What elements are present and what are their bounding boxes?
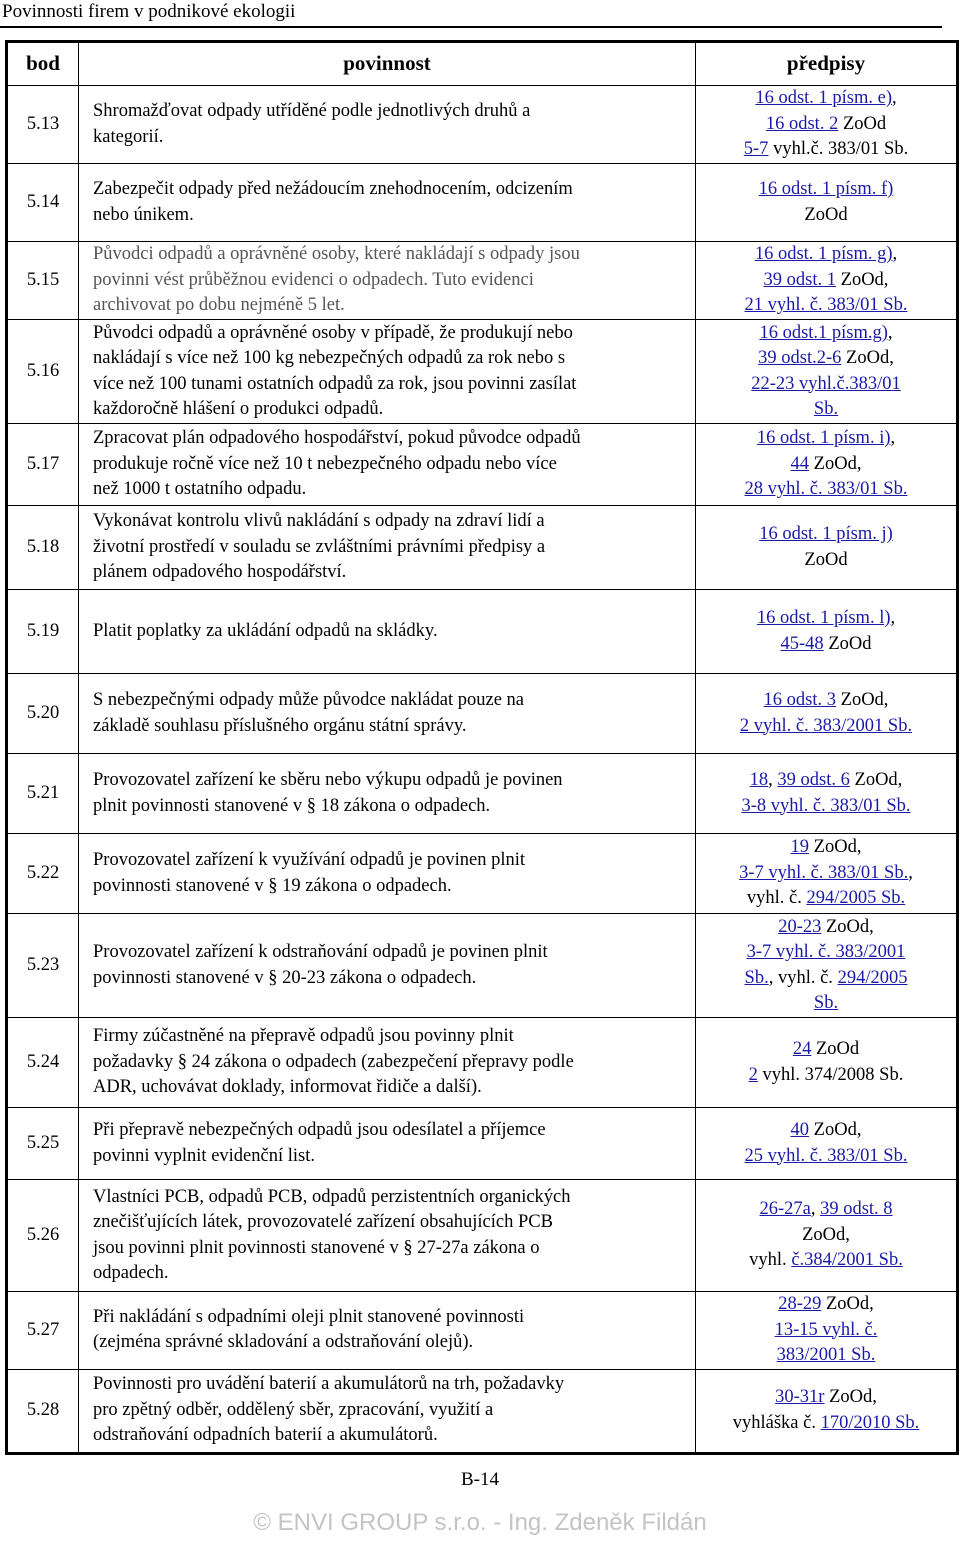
table-row [7, 914, 958, 1018]
duty-text-line: S nebezpečnými odpady může původce nakládat pouze na [93, 690, 524, 710]
regulation-line [696, 1118, 956, 1144]
table-row [7, 424, 958, 506]
regulation-line [696, 112, 956, 138]
regulation-text: ZoOd, [836, 269, 889, 290]
table-body [7, 86, 958, 1454]
duty-text-line: plánem odpadového hospodářství. [93, 562, 347, 583]
column-header-predpisy: předpisy [696, 42, 958, 86]
regulation-line [696, 915, 956, 941]
duty-text-line: odpadech. [93, 1263, 169, 1283]
regulation-text: vyhl. č. [746, 888, 807, 909]
row-number: 5.16 [7, 320, 79, 424]
duty-text [79, 1108, 696, 1180]
table-row [7, 1108, 958, 1180]
regulation-refs [696, 1108, 958, 1180]
duty-text-line: požadavky § 24 zákona o odpadech (zabezpečení přepravy podle [93, 1051, 574, 1072]
regulation-line [696, 477, 956, 503]
regulation-refs [696, 320, 958, 424]
regulation-link[interactable]: 3-8 vyhl. č. 383/01 Sb. [741, 795, 911, 816]
regulation-line [696, 794, 956, 820]
regulation-text: ZoOd [823, 633, 872, 654]
regulation-text: ZoOd, [802, 1224, 850, 1245]
duty-text-line: Shromažďovat odpady utříděné podle jednotlivých druhů a [93, 101, 531, 121]
regulation-link[interactable]: 16 odst. 1 písm. f) [758, 179, 894, 199]
duty-text-line: Povinnosti pro uvádění baterií a akumulátorů na trh, požadavky [93, 1374, 565, 1395]
regulation-line [696, 1144, 956, 1170]
regulation-line [696, 1063, 956, 1089]
regulation-link[interactable]: 294/2005 Sb. [806, 888, 906, 909]
duty-text-line: kategorií. [93, 126, 164, 147]
duty-text [79, 914, 696, 1018]
duty-text-line: než 1000 t ostatního odpadu. [93, 479, 307, 500]
regulation-text: , [892, 244, 898, 265]
regulation-line [696, 293, 956, 319]
duty-text-line: více než 100 tunami ostatních odpadů za rok, jsou povinni zasílat [93, 373, 577, 394]
duty-text [79, 320, 696, 424]
regulation-text: ZoOd, [821, 916, 874, 937]
duty-text-line: Provozovatel zařízení ke sběru nebo výkupu odpadů je povinen [93, 770, 563, 790]
regulation-link[interactable]: 26-27a [759, 1199, 811, 1220]
table-row [7, 674, 958, 754]
regulation-link[interactable]: 39 odst. 8 [820, 1199, 893, 1220]
duty-text [79, 1369, 696, 1453]
regulation-link[interactable]: 3-7 vyhl. č. 383/01 Sb. [739, 862, 909, 883]
duty-text [79, 506, 696, 590]
regulation-link[interactable]: 28-29 [778, 1294, 822, 1314]
regulation-line [696, 632, 956, 658]
regulation-line [696, 940, 956, 966]
duty-text-line: Původci odpadů a oprávněné osoby v případě, že produkují nebo [93, 322, 573, 343]
regulation-link[interactable]: 5-7 [743, 139, 769, 160]
page-number: B-14 [461, 1469, 499, 1490]
regulation-refs [696, 1369, 958, 1453]
duty-text-line: Zabezpečit odpady před nežádoucím znehodnocením, odcizením [93, 179, 573, 199]
table-header-row [7, 42, 958, 86]
row-number: 5.22 [7, 834, 79, 914]
duty-text [79, 754, 696, 834]
regulation-text: ZoOd, [809, 837, 862, 858]
regulation-link[interactable]: 44 [790, 453, 810, 474]
duty-text-line: plnit povinnosti stanovené v § 18 zákona o odpadech. [93, 795, 491, 816]
regulation-line [696, 321, 956, 347]
regulation-text: ZoOd [804, 204, 848, 225]
regulation-text: , [768, 770, 778, 790]
regulation-line [696, 1037, 956, 1063]
regulation-text: ZoOd, [809, 453, 862, 474]
regulation-line [696, 714, 956, 740]
regulation-link[interactable]: 13-15 vyhl. č. [774, 1319, 878, 1340]
duty-text-line: Firmy zúčastněné na přepravě odpadů jsou povinny plnit [93, 1026, 514, 1047]
regulation-link[interactable]: 16 odst.1 písm.g) [759, 322, 888, 343]
duty-text [79, 1018, 696, 1108]
regulation-link[interactable]: 21 vyhl. č. 383/01 Sb. [744, 295, 908, 316]
duty-text-line: Při nakládání s odpadními oleji plnit stanovené povinnosti [93, 1306, 525, 1327]
row-number: 5.19 [7, 590, 79, 674]
table-row [7, 590, 958, 674]
regulation-link[interactable]: 39 odst. 6 [777, 770, 850, 790]
regulation-link[interactable]: č.384/2001 Sb. [791, 1250, 903, 1271]
regulation-refs [696, 914, 958, 1018]
regulation-text: , [892, 88, 897, 109]
regulation-link[interactable]: 19 [790, 837, 810, 858]
regulation-link[interactable]: 16 odst. 1 písm. j) [759, 524, 893, 544]
regulation-refs [696, 424, 958, 506]
regulation-link[interactable]: 28 vyhl. č. 383/01 Sb. [744, 479, 908, 500]
page-header [0, 0, 942, 28]
regulation-text: , [908, 862, 913, 883]
table-row [7, 834, 958, 914]
regulation-text: , [810, 1199, 821, 1220]
duty-text-line: znečišťujících látek, provozovatelé zařízení obsahujících PCB [93, 1212, 553, 1232]
regulation-text: ZoOd [811, 1039, 860, 1059]
regulation-line [696, 991, 956, 1017]
table-row [7, 164, 958, 242]
regulation-link[interactable]: 16 odst. 1 písm. g) [754, 244, 893, 265]
regulation-link[interactable]: 16 odst. 2 [765, 113, 839, 134]
duty-text [79, 1180, 696, 1292]
regulation-line [696, 835, 956, 861]
duty-text-line: Provozovatel zařízení k využívání odpadů je povinen plnit [93, 850, 526, 870]
regulation-text: , vyhl. č. [768, 967, 838, 988]
regulation-line [696, 768, 956, 794]
row-number: 5.20 [7, 674, 79, 754]
table-row [7, 754, 958, 834]
regulation-link[interactable]: Sb. [813, 993, 839, 1013]
duty-text [79, 86, 696, 164]
regulation-line [696, 861, 956, 887]
table-row [7, 1369, 958, 1453]
regulation-link[interactable]: 18 [749, 770, 769, 790]
regulation-link[interactable]: 20-23 [778, 916, 822, 937]
duty-text [79, 590, 696, 674]
regulation-line [696, 346, 956, 372]
regulation-text: ZoOd, [849, 770, 903, 790]
regulation-text: ZoOd [804, 549, 848, 570]
regulation-link[interactable]: Sb. [813, 399, 839, 419]
duty-text-line: každoročně hlášení o produkci odpadů. [93, 399, 384, 419]
regulation-line [696, 1248, 956, 1274]
regulation-line [696, 1385, 956, 1411]
duties-table [5, 40, 959, 1455]
regulation-line [696, 688, 956, 714]
duty-text-line: životní prostředí v souladu se zvláštními právními předpisy a [93, 536, 546, 557]
regulation-line [696, 1343, 956, 1369]
regulation-text: , [890, 608, 896, 628]
regulation-link[interactable]: 16 odst. 1 písm. l) [756, 608, 891, 628]
column-header-bod: bod [7, 42, 79, 86]
duty-text-line: nakládají s více než 100 kg nebezpečných odpadů za rok nebo s [93, 348, 566, 368]
duty-text-line: povinni vést průběžnou evidenci o odpadech. Tuto evidenci [93, 269, 534, 290]
regulation-link[interactable]: 16 odst. 3 [763, 690, 837, 710]
regulation-text: vyhláška č. [732, 1412, 821, 1433]
regulation-line [696, 966, 956, 992]
regulation-line [696, 242, 956, 268]
duty-text [79, 164, 696, 242]
regulation-link[interactable]: 2 vyhl. č. 383/2001 Sb. [739, 715, 913, 736]
document-title: Povinnosti firem v podnikové ekologii [2, 1, 296, 22]
regulation-line [696, 886, 956, 912]
regulation-refs [696, 506, 958, 590]
regulation-line [696, 1292, 956, 1318]
regulation-text: , [890, 428, 896, 449]
regulation-line [696, 372, 956, 398]
regulation-refs [696, 834, 958, 914]
row-number: 5.28 [7, 1369, 79, 1453]
duty-text [79, 424, 696, 506]
duty-text-line: produkuje ročně více než 10 t nebezpečného odpadu nebo více [93, 453, 557, 474]
duty-text-line: jsou povinni plnit povinnosti stanovené v § 27-27a zákona o [93, 1237, 540, 1258]
regulation-line [696, 86, 956, 112]
regulation-line [696, 606, 956, 632]
regulation-text: vyhl. [749, 1250, 792, 1271]
regulation-link[interactable]: 294/2005 [837, 967, 908, 988]
table-row [7, 1018, 958, 1108]
column-header-povinnost: povinnost [79, 42, 696, 86]
duty-text-line: Při přepravě nebezpečných odpadů jsou odesílatel a příjemce [93, 1120, 546, 1140]
regulation-link[interactable]: 383/2001 Sb. [776, 1345, 876, 1365]
duty-text-line: (zejména správné skladování a odstraňování olejů). [93, 1332, 474, 1353]
row-number: 5.26 [7, 1180, 79, 1292]
regulation-link[interactable]: 16 odst. 1 písm. i) [756, 428, 891, 449]
regulation-line [696, 426, 956, 452]
regulation-refs [696, 1180, 958, 1292]
row-number: 5.13 [7, 86, 79, 164]
row-number: 5.24 [7, 1018, 79, 1108]
regulation-refs [696, 754, 958, 834]
regulation-link[interactable]: Sb. [744, 967, 769, 988]
regulation-text: ZoOd, [824, 1387, 877, 1407]
table-row [7, 242, 958, 320]
row-number: 5.27 [7, 1292, 79, 1370]
duty-text-line: povinni vyplnit evidenční list. [93, 1145, 315, 1166]
regulation-line [696, 1411, 956, 1437]
regulation-link[interactable]: 24 [792, 1039, 812, 1059]
duty-text-line: Platit poplatky za ukládání odpadů na skládky. [93, 620, 438, 641]
regulation-text: ZoOd [838, 113, 887, 134]
regulation-text: , [887, 322, 893, 343]
regulation-refs [696, 164, 958, 242]
duty-text-line: Vlastníci PCB, odpadů PCB, odpadů perzistentních organických [93, 1186, 571, 1207]
table-row [7, 1180, 958, 1292]
regulation-text: ZoOd, [821, 1294, 874, 1314]
regulation-line [696, 137, 956, 163]
regulation-line [696, 203, 956, 229]
regulation-line [696, 522, 956, 548]
duty-text-line: nebo únikem. [93, 204, 194, 225]
regulation-refs [696, 590, 958, 674]
duty-text-line: základě souhlasu příslušného orgánu státní správy. [93, 715, 467, 736]
row-number: 5.17 [7, 424, 79, 506]
regulation-refs [696, 242, 958, 320]
regulation-text: vyhl. 374/2008 Sb. [757, 1064, 904, 1085]
duty-text-line: ADR, uchovávat doklady, informovat řidiče a další). [93, 1077, 482, 1098]
duty-text-line: Zpracovat plán odpadového hospodářství, pokud původce odpadů [93, 428, 581, 449]
row-number: 5.18 [7, 506, 79, 590]
regulation-line [696, 1197, 956, 1223]
regulation-refs [696, 1018, 958, 1108]
regulation-link[interactable]: 39 odst.2-6 [758, 348, 842, 368]
regulation-link[interactable]: 25 vyhl. č. 383/01 Sb. [744, 1145, 908, 1166]
regulation-text: vyhl.č. 383/01 Sb. [768, 139, 909, 160]
regulation-refs [696, 674, 958, 754]
regulation-link[interactable]: 3-7 vyhl. č. 383/2001 [746, 942, 906, 962]
regulation-link[interactable]: 30-31r [775, 1387, 825, 1407]
duty-text [79, 1292, 696, 1370]
duty-text-line: Provozovatel zařízení k odstraňování odpadů je povinen plnit [93, 942, 548, 962]
table-row [7, 506, 958, 590]
table-row [7, 320, 958, 424]
duty-text-line: odstraňování odpadních baterií a akumulátorů. [93, 1425, 438, 1446]
duty-text-line: Vykonávat kontrolu vlivů nakládání s odpady na zdraví lidí a [93, 511, 545, 532]
regulation-link[interactable]: 16 odst. 1 písm. e) [755, 88, 893, 109]
regulation-text: ZoOd, [836, 690, 889, 710]
duty-text [79, 242, 696, 320]
duty-text [79, 834, 696, 914]
row-number: 5.15 [7, 242, 79, 320]
regulation-link[interactable]: 40 [790, 1120, 810, 1140]
duty-text-line: povinnosti stanovené v § 19 zákona o odpadech. [93, 875, 452, 896]
regulation-link[interactable]: 2 [748, 1064, 758, 1085]
duty-text-line: pro zpětný odběr, oddělený sběr, zpracování, využití a [93, 1399, 494, 1420]
duty-text-line: povinnosti stanovené v § 20-23 zákona o odpadech. [93, 967, 477, 988]
regulation-line [696, 548, 956, 574]
regulation-line [696, 177, 956, 203]
row-number: 5.23 [7, 914, 79, 1018]
table-row [7, 1292, 958, 1370]
regulation-refs [696, 86, 958, 164]
regulation-line [696, 268, 956, 294]
row-number: 5.21 [7, 754, 79, 834]
duty-text-line: archivovat po dobu nejméně 5 let. [93, 295, 345, 316]
regulation-text: ZoOd, [809, 1120, 862, 1140]
row-number: 5.14 [7, 164, 79, 242]
duty-text [79, 674, 696, 754]
regulation-line [696, 1223, 956, 1249]
regulation-line [696, 1318, 956, 1344]
regulation-link[interactable]: 170/2010 Sb. [820, 1412, 920, 1433]
regulation-link[interactable]: 22-23 vyhl.č.383/01 [751, 373, 901, 394]
footer-watermark: © ENVI GROUP s.r.o. - Ing. Zdeněk Fildán [253, 1509, 707, 1536]
duty-text-line: Původci odpadů a oprávněné osoby, které nakládají s odpady jsou [93, 244, 580, 265]
regulation-link[interactable]: 39 odst. 1 [763, 269, 837, 290]
regulation-refs [696, 1292, 958, 1370]
table-row [7, 86, 958, 164]
regulation-text: ZoOd, [841, 348, 894, 368]
row-number: 5.25 [7, 1108, 79, 1180]
regulation-line [696, 397, 956, 423]
regulation-line [696, 452, 956, 478]
regulation-link[interactable]: 45-48 [780, 633, 824, 654]
